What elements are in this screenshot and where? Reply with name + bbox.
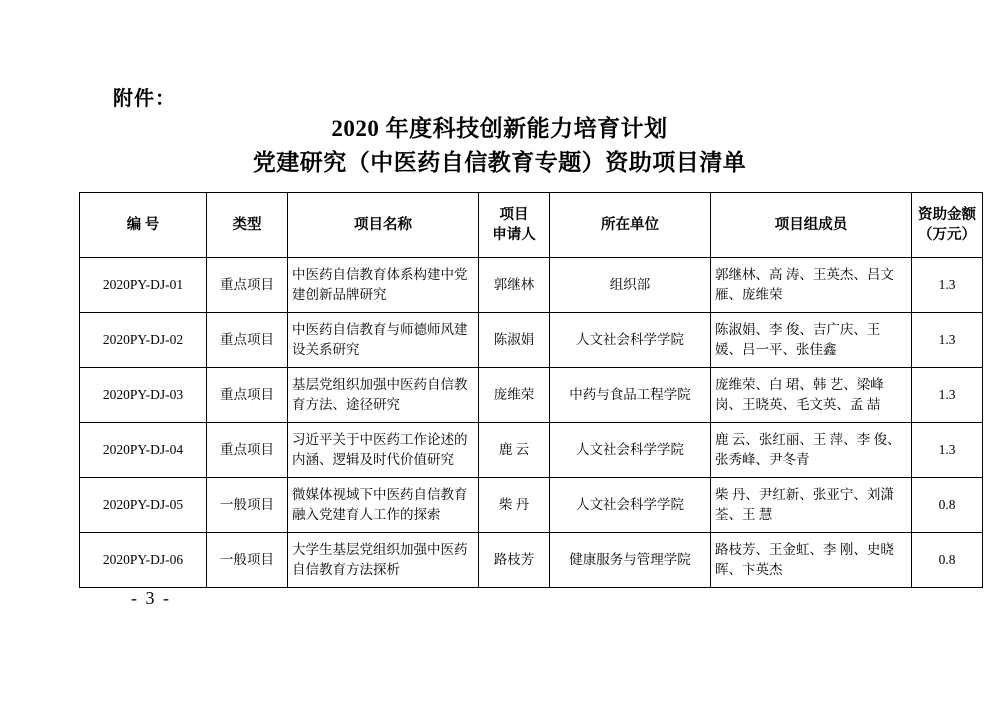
- cell-type: 一般项目: [207, 478, 288, 533]
- title-line-2: 党建研究（中医药自信教育专题）资助项目清单: [252, 150, 747, 175]
- cell-code: 2020PY-DJ-01: [80, 258, 207, 313]
- table-row: [80, 478, 983, 533]
- header-code: 编 号: [80, 193, 207, 258]
- cell-code: 2020PY-DJ-05: [80, 478, 207, 533]
- cell-amount: 0.8: [912, 478, 983, 533]
- header-amount-line1: 资助金额: [918, 207, 976, 223]
- cell-amount: 0.8: [912, 533, 983, 588]
- cell-members: 鹿 云、张红丽、王 萍、李 俊、张秀峰、尹冬青: [711, 423, 912, 478]
- cell-unit: 人文社会科学学院: [550, 313, 711, 368]
- table-row: [80, 423, 983, 478]
- cell-name: 大学生基层党组织加强中医药自信教育方法探析: [288, 533, 479, 588]
- cell-applicant: 陈淑娟: [479, 313, 550, 368]
- header-members: 项目组成员: [711, 193, 912, 258]
- cell-applicant: 郭继林: [479, 258, 550, 313]
- cell-members: 陈淑娟、李 俊、吉广庆、王 媛、吕一平、张佳鑫: [711, 313, 912, 368]
- cell-members: 路枝芳、王金虹、李 刚、史晓晖、卞英杰: [711, 533, 912, 588]
- cell-name: 中医药自信教育体系构建中党建创新品牌研究: [288, 258, 479, 313]
- header-type: 类型: [207, 193, 288, 258]
- cell-members: 柴 丹、尹红新、张亚宁、刘潇荃、王 慧: [711, 478, 912, 533]
- table-row: [80, 313, 983, 368]
- table-body: [80, 258, 983, 588]
- header-unit: 所在单位: [550, 193, 711, 258]
- table-header-row: [80, 193, 983, 258]
- page-number: - 3 -: [131, 588, 171, 608]
- cell-type: 一般项目: [207, 533, 288, 588]
- header-amount-line2: （万元）: [918, 227, 976, 243]
- table-row: [80, 368, 983, 423]
- header-amount: [912, 193, 983, 258]
- attachment-label: 附件：: [113, 88, 176, 110]
- header-applicant-line1: 项目: [499, 207, 529, 223]
- grant-table-container: [79, 192, 976, 588]
- cell-unit: 人文社会科学学院: [550, 478, 711, 533]
- cell-applicant: 路枝芳: [479, 533, 550, 588]
- cell-code: 2020PY-DJ-02: [80, 313, 207, 368]
- cell-amount: 1.3: [912, 368, 983, 423]
- cell-type: 重点项目: [207, 313, 288, 368]
- cell-members: 庞维荣、白 珺、韩 艺、梁峰岗、王晓英、毛文英、孟 喆: [711, 368, 912, 423]
- cell-applicant: 庞维荣: [479, 368, 550, 423]
- table-row: [80, 533, 983, 588]
- cell-members: 郭继林、高 涛、王英杰、吕文雁、庞维荣: [711, 258, 912, 313]
- cell-applicant: 柴 丹: [479, 478, 550, 533]
- header-applicant: [479, 193, 550, 258]
- cell-unit: 组织部: [550, 258, 711, 313]
- cell-type: 重点项目: [207, 258, 288, 313]
- cell-code: 2020PY-DJ-03: [80, 368, 207, 423]
- cell-code: 2020PY-DJ-04: [80, 423, 207, 478]
- cell-applicant: 鹿 云: [479, 423, 550, 478]
- header-name: 项目名称: [288, 193, 479, 258]
- title-line-1: 2020 年度科技创新能力培育计划: [331, 116, 668, 141]
- cell-name: 习近平关于中医药工作论述的内涵、逻辑及时代价值研究: [288, 423, 479, 478]
- cell-amount: 1.3: [912, 313, 983, 368]
- cell-code: 2020PY-DJ-06: [80, 533, 207, 588]
- cell-amount: 1.3: [912, 258, 983, 313]
- header-applicant-line2: 申请人: [492, 227, 536, 243]
- cell-unit: 健康服务与管理学院: [550, 533, 711, 588]
- grant-table: [79, 192, 983, 588]
- cell-name: 基层党组织加强中医药自信教育方法、途径研究: [288, 368, 479, 423]
- cell-amount: 1.3: [912, 423, 983, 478]
- cell-name: 中医药自信教育与师德师风建设关系研究: [288, 313, 479, 368]
- cell-type: 重点项目: [207, 368, 288, 423]
- cell-name: 微媒体视域下中医药自信教育融入党建育人工作的探索: [288, 478, 479, 533]
- document-title: [0, 112, 999, 180]
- cell-unit: 人文社会科学学院: [550, 423, 711, 478]
- cell-type: 重点项目: [207, 423, 288, 478]
- table-row: [80, 258, 983, 313]
- cell-unit: 中药与食品工程学院: [550, 368, 711, 423]
